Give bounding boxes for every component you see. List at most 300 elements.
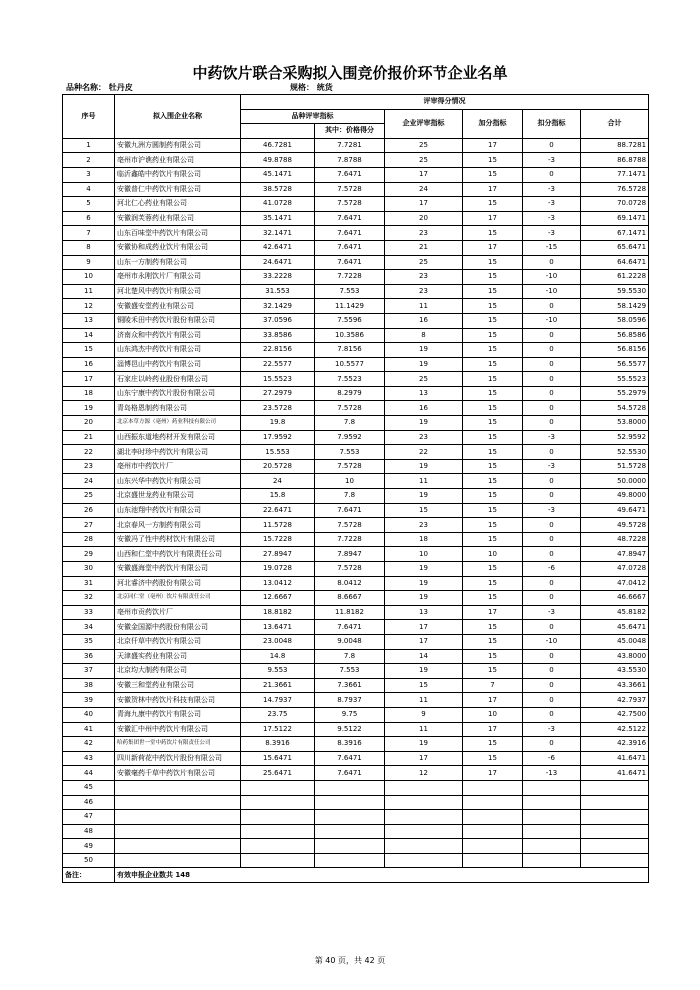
- row-seq: 38: [63, 678, 115, 693]
- row-deduct: -3: [523, 182, 581, 197]
- row-company-score: 11: [385, 722, 463, 737]
- row-company-score: 16: [385, 313, 463, 328]
- row-empty-cell: [523, 853, 581, 868]
- row-total: 49.5728: [581, 518, 649, 533]
- row-product-score: 27.8947: [241, 547, 315, 562]
- row-bonus: 17: [463, 722, 523, 737]
- table-row: [63, 270, 649, 285]
- row-price-score: 11.1429: [315, 299, 385, 314]
- row-bonus: 15: [463, 620, 523, 635]
- row-company-score: 9: [385, 707, 463, 722]
- row-seq: 36: [63, 649, 115, 664]
- row-deduct: -13: [523, 766, 581, 781]
- row-seq: 46: [63, 795, 115, 810]
- row-empty-cell: [581, 839, 649, 854]
- row-company-score: 23: [385, 284, 463, 299]
- row-seq: 7: [63, 226, 115, 241]
- row-seq: 44: [63, 766, 115, 781]
- row-seq: 2: [63, 153, 115, 168]
- row-company: 安徽三和堂药业有限公司: [115, 678, 241, 693]
- row-deduct: 0: [523, 255, 581, 270]
- row-bonus: 15: [463, 562, 523, 577]
- row-bonus: 15: [463, 430, 523, 445]
- row-bonus: 15: [463, 270, 523, 285]
- row-total: 56.8586: [581, 328, 649, 343]
- spec-line: [290, 82, 333, 93]
- row-company: 山东兴华中药饮片有限公司: [115, 474, 241, 489]
- row-company: 四川新荷花中药饮片股份有限公司: [115, 751, 241, 766]
- row-company: 安徽冯了性中药材饮片有限公司: [115, 532, 241, 547]
- row-price-score: 7.3661: [315, 678, 385, 693]
- row-empty-cell: [241, 824, 315, 839]
- header-row-1: [63, 95, 649, 110]
- row-seq: 43: [63, 751, 115, 766]
- table-row-empty: [63, 780, 649, 795]
- row-empty-cell: [463, 839, 523, 854]
- row-price-score: 7.8: [315, 489, 385, 504]
- row-company: 河北睿济中药股份有限公司: [115, 576, 241, 591]
- table-row: [63, 576, 649, 591]
- row-deduct: 0: [523, 416, 581, 431]
- row-empty-cell: [315, 839, 385, 854]
- row-price-score: 7.5728: [315, 182, 385, 197]
- row-company: 亳州市中药饮片厂: [115, 459, 241, 474]
- row-bonus: 15: [463, 518, 523, 533]
- row-deduct: 0: [523, 474, 581, 489]
- row-product-score: 17.9592: [241, 430, 315, 445]
- row-seq: 3: [63, 167, 115, 182]
- row-price-score: 9.75: [315, 707, 385, 722]
- row-company: 山东一方制药有限公司: [115, 255, 241, 270]
- row-company: 山东百味堂中药饮片有限公司: [115, 226, 241, 241]
- row-product-score: 22.8156: [241, 343, 315, 358]
- row-total: 47.0412: [581, 576, 649, 591]
- row-company: 青岛格恩制药有限公司: [115, 401, 241, 416]
- row-bonus: 15: [463, 226, 523, 241]
- row-company: 铜陵禾田中药饮片股份有限公司: [115, 313, 241, 328]
- table-row-empty: [63, 824, 649, 839]
- table-row: [63, 707, 649, 722]
- row-price-score: 7.5728: [315, 197, 385, 212]
- row-total: 65.6471: [581, 240, 649, 255]
- table-row: [63, 357, 649, 372]
- row-bonus: 15: [463, 664, 523, 679]
- row-product-score: 17.5122: [241, 722, 315, 737]
- row-company-score: 19: [385, 737, 463, 752]
- row-deduct: 0: [523, 386, 581, 401]
- row-company-score: 22: [385, 445, 463, 460]
- row-deduct: -6: [523, 751, 581, 766]
- row-seq: 1: [63, 138, 115, 153]
- row-bonus: 15: [463, 503, 523, 518]
- row-deduct: 0: [523, 167, 581, 182]
- row-company: 山东池翔中药饮片有限公司: [115, 503, 241, 518]
- row-price-score: 7.9592: [315, 430, 385, 445]
- row-company-score: 17: [385, 620, 463, 635]
- row-deduct: -3: [523, 226, 581, 241]
- row-company: 安徽协和成药业饮片有限公司: [115, 240, 241, 255]
- row-company-score: 23: [385, 226, 463, 241]
- row-product-score: 23.75: [241, 707, 315, 722]
- table-row: [63, 766, 649, 781]
- row-seq: 42: [63, 737, 115, 752]
- page-title: 中药饮片联合采购拟入围竞价报价环节企业名单: [192, 64, 508, 82]
- row-company-score: 19: [385, 562, 463, 577]
- row-price-score: 9.0048: [315, 634, 385, 649]
- row-seq: 10: [63, 270, 115, 285]
- row-price-score: 7.5596: [315, 313, 385, 328]
- header-company-score: 企业评审指标: [385, 109, 463, 138]
- row-price-score: 10.3586: [315, 328, 385, 343]
- table-row: [63, 591, 649, 606]
- row-company: 安徽金国源中药股份有限公司: [115, 620, 241, 635]
- row-empty-cell: [523, 795, 581, 810]
- row-price-score: 10: [315, 474, 385, 489]
- row-company-score: 19: [385, 357, 463, 372]
- row-total: 43.5530: [581, 664, 649, 679]
- row-deduct: 0: [523, 299, 581, 314]
- row-company: 北京盛世龙药业有限公司: [115, 489, 241, 504]
- table-row: [63, 226, 649, 241]
- table-row: [63, 751, 649, 766]
- row-price-score: 7.8156: [315, 343, 385, 358]
- row-deduct: 0: [523, 343, 581, 358]
- row-product-score: 35.1471: [241, 211, 315, 226]
- row-total: 58.1429: [581, 299, 649, 314]
- table-empty-rows: [63, 780, 649, 868]
- row-bonus: 17: [463, 240, 523, 255]
- row-company: 亳州市贡药饮片厂: [115, 605, 241, 620]
- row-total: 42.7937: [581, 693, 649, 708]
- row-seq: 29: [63, 547, 115, 562]
- row-company: 山西和仁堂中药饮片有限责任公司: [115, 547, 241, 562]
- row-bonus: 15: [463, 299, 523, 314]
- row-deduct: 0: [523, 707, 581, 722]
- row-empty-cell: [581, 795, 649, 810]
- row-company-score: 23: [385, 270, 463, 285]
- row-product-score: 24.6471: [241, 255, 315, 270]
- row-bonus: 17: [463, 211, 523, 226]
- row-company: 淄博邑山中药饮片有限公司: [115, 357, 241, 372]
- row-seq: 15: [63, 343, 115, 358]
- row-price-score: 7.6471: [315, 226, 385, 241]
- row-empty-cell: [241, 780, 315, 795]
- row-seq: 19: [63, 401, 115, 416]
- row-product-score: 8.3916: [241, 737, 315, 752]
- table-row: [63, 664, 649, 679]
- row-total: 54.5728: [581, 401, 649, 416]
- row-company-score: 13: [385, 386, 463, 401]
- table-row: [63, 678, 649, 693]
- row-total: 45.8182: [581, 605, 649, 620]
- row-deduct: -3: [523, 459, 581, 474]
- row-company-score: 13: [385, 605, 463, 620]
- header-seq: 序号: [63, 95, 115, 139]
- row-company-score: 11: [385, 474, 463, 489]
- row-company: 山东鸿杰中药饮片有限公司: [115, 343, 241, 358]
- row-bonus: 17: [463, 766, 523, 781]
- row-company-score: 12: [385, 766, 463, 781]
- header-price-score: 其中：价格得分: [315, 124, 385, 139]
- row-price-score: 7.5728: [315, 518, 385, 533]
- table-row: [63, 532, 649, 547]
- row-product-score: 12.6667: [241, 591, 315, 606]
- row-product-score: 19.8: [241, 416, 315, 431]
- row-total: 41.6471: [581, 766, 649, 781]
- row-total: 45.6471: [581, 620, 649, 635]
- row-seq: 16: [63, 357, 115, 372]
- table-row: [63, 284, 649, 299]
- row-empty-cell: [241, 839, 315, 854]
- table-row: [63, 138, 649, 153]
- row-empty-cell: [115, 824, 241, 839]
- row-product-score: 13.6471: [241, 620, 315, 635]
- row-total: 41.6471: [581, 751, 649, 766]
- table-row: [63, 153, 649, 168]
- row-total: 43.8000: [581, 649, 649, 664]
- row-deduct: 0: [523, 678, 581, 693]
- row-empty-cell: [581, 853, 649, 868]
- row-company: 安徽普仁中药饮片有限公司: [115, 182, 241, 197]
- row-seq: 21: [63, 430, 115, 445]
- table-row: [63, 401, 649, 416]
- row-bonus: 7: [463, 678, 523, 693]
- note-label: 备注：: [63, 868, 115, 883]
- table-row: [63, 211, 649, 226]
- row-seq: 31: [63, 576, 115, 591]
- row-company-score: 19: [385, 489, 463, 504]
- row-bonus: 15: [463, 416, 523, 431]
- row-empty-cell: [463, 853, 523, 868]
- row-company: 北京均大制药有限公司: [115, 664, 241, 679]
- row-deduct: -3: [523, 605, 581, 620]
- row-empty-cell: [315, 810, 385, 825]
- table-row: [63, 255, 649, 270]
- row-total: 42.3916: [581, 737, 649, 752]
- row-empty-cell: [523, 810, 581, 825]
- row-deduct: -3: [523, 722, 581, 737]
- row-company-score: 17: [385, 751, 463, 766]
- row-price-score: 7.6471: [315, 255, 385, 270]
- row-product-score: 20.5728: [241, 459, 315, 474]
- row-company: 安徽汇中州中药饮片有限公司: [115, 722, 241, 737]
- row-seq: 20: [63, 416, 115, 431]
- row-bonus: 15: [463, 255, 523, 270]
- row-product-score: 15.8: [241, 489, 315, 504]
- row-empty-cell: [315, 824, 385, 839]
- row-total: 49.6471: [581, 503, 649, 518]
- table-row: [63, 167, 649, 182]
- table-row-empty: [63, 839, 649, 854]
- row-company-score: 17: [385, 167, 463, 182]
- row-company: 北京同仁堂（亳州）饮片有限责任公司: [115, 591, 241, 606]
- table-row: [63, 459, 649, 474]
- row-price-score: 7.6471: [315, 503, 385, 518]
- table-row: [63, 372, 649, 387]
- table-row: [63, 445, 649, 460]
- row-company: 安徽毫药千草中药饮片有限公司: [115, 766, 241, 781]
- row-deduct: -10: [523, 284, 581, 299]
- row-company-score: 11: [385, 299, 463, 314]
- row-company-score: 17: [385, 634, 463, 649]
- row-product-score: 15.6471: [241, 751, 315, 766]
- row-company-score: 25: [385, 153, 463, 168]
- row-company: 山西振东道地药材开发有限公司: [115, 430, 241, 445]
- row-total: 76.5728: [581, 182, 649, 197]
- table-row-empty: [63, 795, 649, 810]
- row-product-score: 15.5523: [241, 372, 315, 387]
- row-company-score: 19: [385, 416, 463, 431]
- row-empty-cell: [385, 824, 463, 839]
- row-seq: 26: [63, 503, 115, 518]
- row-seq: 8: [63, 240, 115, 255]
- table-row: [63, 605, 649, 620]
- row-product-score: 27.2979: [241, 386, 315, 401]
- row-seq: 22: [63, 445, 115, 460]
- row-total: 46.6667: [581, 591, 649, 606]
- row-deduct: -3: [523, 211, 581, 226]
- row-deduct: -10: [523, 313, 581, 328]
- row-seq: 37: [63, 664, 115, 679]
- row-empty-cell: [463, 780, 523, 795]
- row-company: 北京春风一方制药有限公司: [115, 518, 241, 533]
- row-deduct: 0: [523, 664, 581, 679]
- row-total: 55.2979: [581, 386, 649, 401]
- row-company-score: 10: [385, 547, 463, 562]
- row-empty-cell: [463, 795, 523, 810]
- table-row: [63, 649, 649, 664]
- row-price-score: 8.6667: [315, 591, 385, 606]
- row-empty-cell: [115, 810, 241, 825]
- row-total: 56.5577: [581, 357, 649, 372]
- row-price-score: 7.6471: [315, 167, 385, 182]
- row-seq: 4: [63, 182, 115, 197]
- row-company-score: 19: [385, 343, 463, 358]
- table-row: [63, 430, 649, 445]
- row-price-score: 7.553: [315, 664, 385, 679]
- row-seq: 14: [63, 328, 115, 343]
- row-price-score: 8.0412: [315, 576, 385, 591]
- row-empty-cell: [115, 853, 241, 868]
- row-bonus: 17: [463, 605, 523, 620]
- row-company-score: 19: [385, 459, 463, 474]
- table-row: [63, 503, 649, 518]
- row-company: 哈药集团世一堂中药饮片有限责任公司: [115, 737, 241, 752]
- row-bonus: 15: [463, 751, 523, 766]
- row-bonus: 15: [463, 474, 523, 489]
- row-total: 49.8000: [581, 489, 649, 504]
- row-company: 河北楚风中药饮片有限公司: [115, 284, 241, 299]
- row-price-score: 11.8182: [315, 605, 385, 620]
- row-deduct: -3: [523, 430, 581, 445]
- row-deduct: 0: [523, 693, 581, 708]
- row-seq: 30: [63, 562, 115, 577]
- row-deduct: 0: [523, 620, 581, 635]
- row-product-score: 25.6471: [241, 766, 315, 781]
- row-total: 58.0596: [581, 313, 649, 328]
- row-company-score: 19: [385, 591, 463, 606]
- row-total: 48.7228: [581, 532, 649, 547]
- row-total: 67.1471: [581, 226, 649, 241]
- row-total: 70.0728: [581, 197, 649, 212]
- row-company-score: 19: [385, 664, 463, 679]
- row-price-score: 7.5728: [315, 562, 385, 577]
- row-deduct: -10: [523, 634, 581, 649]
- row-company-score: 25: [385, 255, 463, 270]
- row-price-score: 7.5728: [315, 459, 385, 474]
- row-total: 86.8788: [581, 153, 649, 168]
- table-row: [63, 620, 649, 635]
- table-row: [63, 518, 649, 533]
- table-row: [63, 547, 649, 562]
- row-seq: 25: [63, 489, 115, 504]
- row-seq: 5: [63, 197, 115, 212]
- row-seq: 40: [63, 707, 115, 722]
- product-value: 牡丹皮: [108, 83, 133, 92]
- row-product-score: 18.8182: [241, 605, 315, 620]
- row-price-score: 7.553: [315, 445, 385, 460]
- row-bonus: 15: [463, 445, 523, 460]
- table-row: [63, 634, 649, 649]
- row-price-score: 7.8788: [315, 153, 385, 168]
- row-empty-cell: [385, 839, 463, 854]
- row-empty-cell: [315, 780, 385, 795]
- candidate-table: [62, 94, 649, 883]
- row-bonus: 15: [463, 591, 523, 606]
- table-row: [63, 328, 649, 343]
- row-bonus: 15: [463, 167, 523, 182]
- row-product-score: 11.5728: [241, 518, 315, 533]
- row-seq: 17: [63, 372, 115, 387]
- row-product-score: 31.553: [241, 284, 315, 299]
- row-product-score: 33.8586: [241, 328, 315, 343]
- row-seq: 27: [63, 518, 115, 533]
- note-row: [63, 868, 649, 883]
- row-empty-cell: [241, 795, 315, 810]
- spec-value: 统货: [316, 83, 333, 92]
- row-deduct: 0: [523, 138, 581, 153]
- row-deduct: 0: [523, 328, 581, 343]
- row-company: 安徽贺林中药饮片科技有限公司: [115, 693, 241, 708]
- row-empty-cell: [385, 780, 463, 795]
- product-label: 品种名称：: [66, 83, 106, 92]
- row-product-score: 14.8: [241, 649, 315, 664]
- row-company-score: 23: [385, 518, 463, 533]
- row-deduct: 0: [523, 547, 581, 562]
- row-empty-cell: [385, 795, 463, 810]
- row-company: 亳州市永刚饮片厂有限公司: [115, 270, 241, 285]
- product-name-line: [66, 82, 133, 93]
- row-seq: 45: [63, 780, 115, 795]
- row-price-score: 7.553: [315, 284, 385, 299]
- row-bonus: 15: [463, 737, 523, 752]
- row-bonus: 15: [463, 489, 523, 504]
- row-company: 安徽盛安堂药业有限公司: [115, 299, 241, 314]
- row-seq: 50: [63, 853, 115, 868]
- row-seq: 49: [63, 839, 115, 854]
- row-product-score: 42.6471: [241, 240, 315, 255]
- row-total: 56.8156: [581, 343, 649, 358]
- row-company-score: 21: [385, 240, 463, 255]
- row-price-score: 7.6471: [315, 766, 385, 781]
- row-product-score: 15.553: [241, 445, 315, 460]
- row-empty-cell: [385, 810, 463, 825]
- header-company: 拟入围企业名称: [115, 95, 241, 139]
- row-product-score: 22.6471: [241, 503, 315, 518]
- row-company-score: 17: [385, 197, 463, 212]
- row-total: 43.3661: [581, 678, 649, 693]
- row-deduct: 0: [523, 489, 581, 504]
